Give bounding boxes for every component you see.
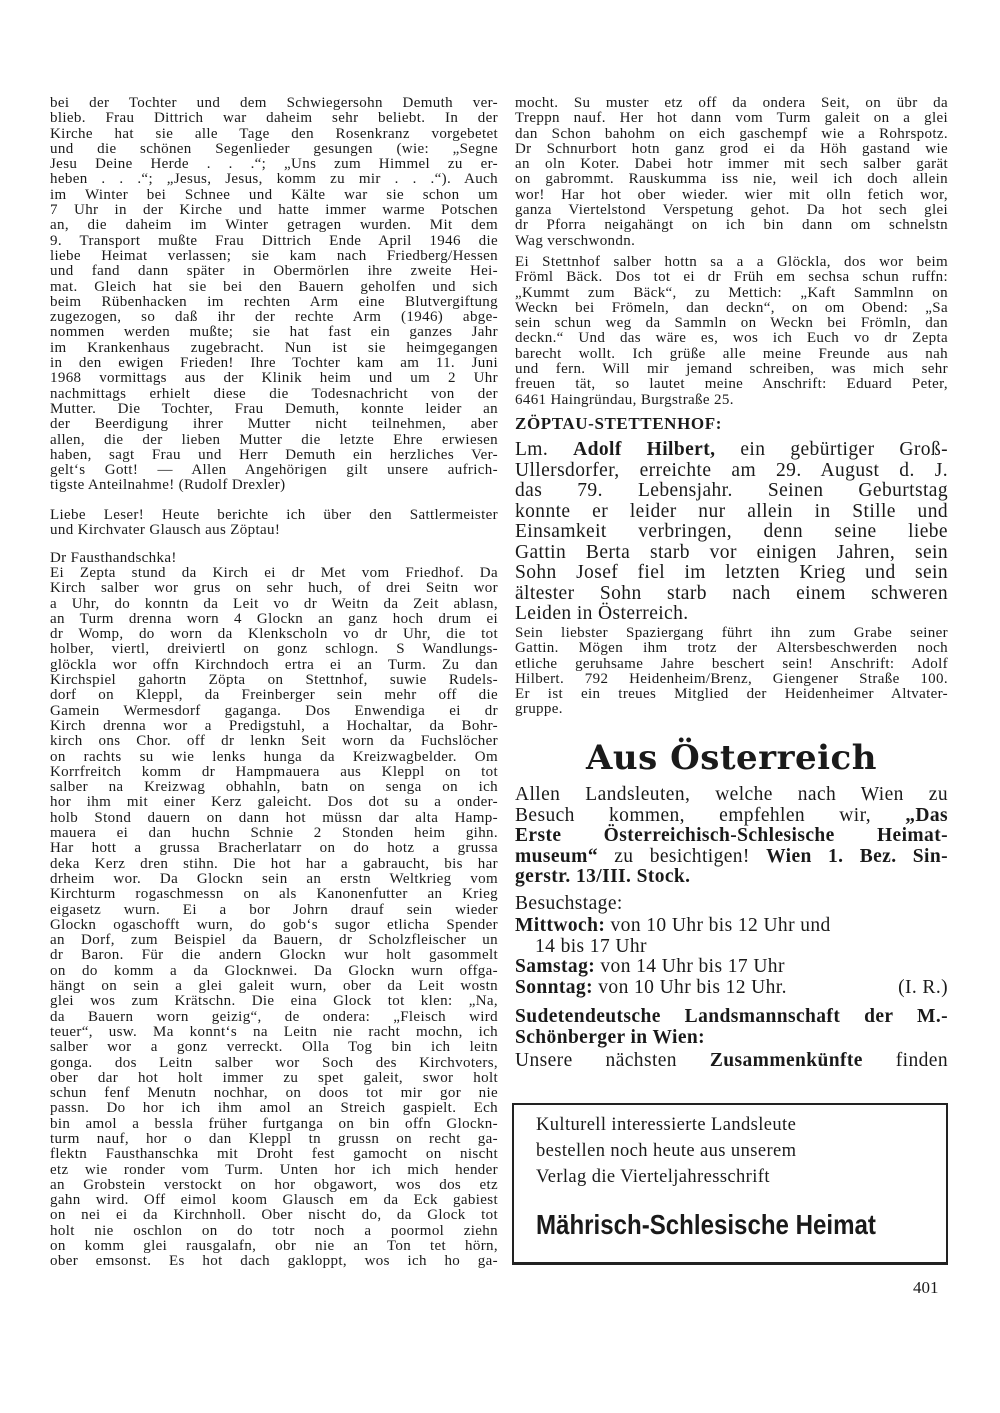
time: von 10 Uhr bis 12 Uhr.	[598, 976, 787, 998]
text-line: hängt on sein a glei galeit wurn, ober da Leit wostn	[50, 978, 498, 995]
ad-title: Mährisch-Schlesische Heimat	[536, 1209, 876, 1240]
text-line	[515, 826, 948, 847]
ad-line: Kulturell interessierte Landsleute	[536, 1115, 797, 1135]
text-line: freuen tät, so lautet meine Anschrift: Eduard Peter,	[515, 376, 948, 393]
text-segment: zu besichtigen!	[597, 845, 767, 867]
hilbert-detail-paragraph	[515, 626, 948, 718]
text-line: Hilbert. 792 Heidenheim/Brenz, Giengener Straße 100.	[515, 670, 948, 687]
text-line: glei wos zum Krätschn. Die eina Glock tot klen: „Na,	[50, 993, 498, 1010]
text-line: Sohn Josef fiel im letzten Krieg und sein	[515, 562, 948, 583]
text-line: a Uhr, do konntn da Leit vo dr Weitn da Zeit ablasn,	[50, 595, 498, 612]
text-line: Gattin. Mögen ihm trotz der Altersbeschwerden noch	[515, 640, 948, 657]
hilbert-paragraph	[515, 440, 948, 625]
text-line: Kirchspiel gahortn Zöpta on Stettnhof, suwie Rudels-	[50, 672, 498, 689]
text-line: Har hott a grussa Bracherlatarr on do hotz a grussa	[50, 840, 498, 857]
text-line: gelt‘s Gott! — Allen Angehörigen gilt unsere aufrich-	[50, 462, 498, 479]
text-line: Jesu Deine Herde . . .“; „Uns zum Himmel zu er-	[50, 156, 498, 173]
text-segment-bold: „Das	[905, 804, 948, 826]
story-paragraph	[50, 566, 498, 1270]
text-line: Er ist ein treues Mitglied der Heidenheimer Altvater-	[515, 686, 948, 703]
text-line: gonga. dos Leitn salber wor Soch des Kirchvoters,	[50, 1054, 498, 1071]
day-label: Samstag:	[515, 956, 596, 977]
text-segment: Lm.	[515, 439, 574, 460]
day-label: Sonntag:	[515, 976, 593, 998]
text-line: mocht. Su muster etz off da ondera Seit, on übr da	[515, 95, 948, 111]
text-line: konnte er leider nur allein in Stille und	[515, 500, 948, 522]
text-line: flektn Fausthanschka mit Droht fest gamocht on nischt	[50, 1146, 498, 1163]
text-line: drheim wor. Da Glockn sein an erstn Weltkrieg vom	[50, 870, 498, 887]
text-line: das 79. Lebensjahr. Seinen Geburtstag	[515, 480, 948, 501]
text-line: Liebe Leser! Heute berichte ich über den Sattlermeister	[50, 507, 498, 523]
text-line: dr Womp, do worn da Klenkscholn vo dr Uhr, die tot	[50, 626, 498, 643]
text-line: an, die daheim im Winter getragen wurden. Mit dem	[50, 217, 498, 234]
text-line: Wag verschwondn.	[515, 232, 636, 249]
text-line: und die schönen Segenlieder gesungen (wie: „Segne	[50, 140, 498, 157]
section-heading: ZÖPTAU-STETTENHOF:	[515, 414, 722, 433]
text-line: ganza Viertelstond Verspetung gehot. Da hot sech glei	[515, 202, 948, 219]
text-line: und fern. Will mir jemand schreiben, was mich sehr	[515, 361, 948, 378]
text-segment-bold: museum“	[515, 845, 598, 867]
text-line: deka Kerz dren stihn. Die hot har a gabraucht, bis har	[50, 855, 498, 872]
text-line: Weckn bei Frömeln, dan deckn“, on om Obend: „Sa	[515, 299, 948, 316]
text-line: etz wie ronder vom Turm. Unten hor ich mich hender	[50, 1161, 498, 1178]
intro-paragraph	[50, 508, 498, 539]
text-line: salber wor a gonz verreckt. Olla Tog bin ich leitn	[50, 1039, 498, 1056]
association-heading	[515, 1007, 948, 1048]
text-line: „Kummt zum Bäck“, zu Mettich: „Kaft Sammlnn on	[515, 284, 948, 301]
text-line: Fröml Bäck. Dos tot ei dr Früh em sechsa schun ruffn:	[515, 269, 948, 286]
text-line: im Winter bei Schnee und Kälte war sie schon um	[50, 186, 498, 203]
text-line: bei der Tochter und dem Schwiegersohn Demuth ver-	[50, 95, 498, 111]
text-line: Mutter. Die Tochter, Frau Demuth, konnte leider an	[50, 400, 498, 417]
text-line: beim Rübenhacken im rechten Arm eine Blutvergiftung	[50, 293, 498, 310]
text-line: ältester Sohn starb nach einem schweren	[515, 582, 948, 604]
text-line: glöckla wor offn Kirchndoch ertra ei an Turm. Zu dan	[50, 656, 498, 673]
text-line: gruppe.	[515, 701, 563, 718]
text-line: dr Baron. Für die andern Glockn wur holt gasommelt	[50, 947, 498, 964]
text-line: on komm glei rausgalafn, obr nie an Ton tet hörn,	[50, 1238, 498, 1255]
text-line: kirch ons Chor. off dr lenkn Seit worn da Fuchslöcher	[50, 733, 498, 750]
text-line: dorf on Kleppl, da Freinberger sein mehr off die	[50, 687, 498, 704]
text-line: Kirchturm rogaschmessn on als Kanonenfutter an Krieg	[50, 886, 498, 903]
text-line	[515, 440, 948, 461]
heading-line: Schönberger in Wien:	[515, 1026, 706, 1048]
text-segment-bold: gerstr. 13/III. Stock.	[515, 866, 691, 887]
text-line: dr Pforra neigahängt on ich bin dann om schnelstn	[515, 217, 948, 234]
text-segment-bold: Wien 1. Bez. Sin-	[766, 845, 948, 867]
text-line: deckn.“ Und das wäre es, wos ich Euch vo dr Zepta	[515, 330, 948, 347]
ad-line: bestellen noch heute aus unserem	[536, 1141, 797, 1161]
author-initials: (I. R.)	[898, 976, 948, 998]
text-line: holt nie oschlon on do totr noch a poormol ziehn	[50, 1222, 498, 1239]
time: von 14 Uhr bis 17 Uhr	[600, 956, 785, 977]
text-line: nachmittags erhielt diese die Todesnachricht von der	[50, 385, 498, 402]
text-line: on do komm a da Glocknwei. Da Glockn wurn offga-	[50, 962, 498, 979]
visiting-days	[515, 893, 948, 997]
text-line: Allen Landsleuten, welche nach Wien zu	[515, 784, 948, 805]
text-line: im Krankenhaus zugebracht. Nun ist sie heimgegangen	[50, 339, 498, 356]
text-line: teuer“, usw. Ma konnt‘s na Leitn nie racht mochn, ich	[50, 1023, 498, 1040]
text-line: hor ihm mit einer Kerz galeicht. Dos dot su a onder-	[50, 794, 498, 811]
text-line: mat. Gleich hat sie bei den Bauern geholfen und sich	[50, 278, 498, 295]
hours-saturday	[515, 956, 948, 977]
text-line: passn. Do hor ich ihm amol an Streich gaspielt. Ech	[50, 1100, 498, 1117]
day-label: Mittwoch:	[515, 915, 606, 936]
text-line: an Grobstein verstockt on hor obgawort, wos dos etz	[50, 1176, 498, 1193]
hours-wednesday-2: 14 bis 17 Uhr	[535, 935, 647, 957]
text-line: holber, viertl, dreiviertl on gonz schlogn. S Wandlungs-	[50, 641, 498, 658]
museum-paragraph	[515, 785, 948, 888]
text-line	[515, 867, 948, 888]
text-line	[515, 806, 948, 827]
page-number: 401	[913, 1278, 939, 1297]
salutation	[50, 551, 498, 566]
story-end-paragraph	[515, 255, 948, 408]
text-line: salber na Kreizwag obhahln, batn on senga on ich	[50, 779, 498, 796]
text-line: gahn wird. Off eimol koom Glausch em da Eck gabiest	[50, 1192, 498, 1209]
text-line: Ei Zepta stund da Kirch ei dr Met vom Friedhof. Da	[50, 565, 498, 581]
text-line: turm nauf, hor o dan Kleppl tn grussn on recht ga-	[50, 1130, 498, 1147]
text-line: heben . . .“; „Jesus, Jesus, komm zu mir . . .“). Auch	[50, 171, 498, 188]
text-line: in den ewigen Frieden! Ihre Tochter kam am 11. Juni	[50, 355, 498, 372]
text-line: eigasetz wurn. Ei a bor Johrn drauf sein wieder	[50, 901, 498, 918]
text-line: holb Stond dauern on dann hot müssn dar alta Hamp-	[50, 809, 498, 826]
text-line: der Beerdigung ihrer Mutter nicht teilnehmen, aber	[50, 416, 498, 433]
text-line: dan Schon bahohm on eich gaschempf wie a Rohrspotz.	[515, 125, 948, 142]
text-line: Glockn ogaschofft wurn, do gob‘s sugor etlicha Spender	[50, 916, 498, 933]
obituary-paragraph	[50, 96, 498, 494]
text-line: tigste Anteilnahme! (Rudolf Drexler)	[50, 477, 286, 494]
text-line: 7 Uhr in der Kirche und hatte immer warme Potschen	[50, 202, 498, 219]
text-segment: finden	[862, 1050, 948, 1071]
text-line: Gattin Berta starb vor einigen Jahren, sein	[515, 541, 948, 563]
association-text	[515, 1051, 948, 1072]
text-line: nommen werden mußte; sie hat fast ein ganzes Jahr	[50, 324, 498, 341]
text-segment: Besuch kommen, empfehlen wir,	[515, 804, 906, 826]
text-line: liebe Heimat verlassen; sie kam nach Friedberg/Hessen	[50, 247, 498, 264]
text-line: schun fenf Menutn nochhar, on doos tot mir gor nie	[50, 1085, 498, 1102]
text-line: Treppn nauf. Her hot dann vom Turm galeit on a glei	[515, 110, 948, 127]
text-line: und fand dann später in Obermörlen ihre zweite Hei-	[50, 263, 498, 280]
text-line: Ullersdorfer, erreichte am 29. August d. J.	[515, 459, 948, 481]
text-line: Sein liebster Spaziergang führt ihn zum Grabe seiner	[515, 625, 948, 641]
text-line: Leiden in Österreich.	[515, 603, 689, 624]
text-line: sein schun weg da Sammln on Weckn bei Frömln, dan	[515, 315, 948, 332]
text-segment-bold: Adolf Hilbert,	[573, 439, 716, 460]
text-line: an oln Koter. Dabei hotr immer mit sech salber garät	[515, 156, 948, 173]
ad-line: Verlag die Vierteljahresschrift	[536, 1167, 770, 1187]
text-line: on nei ei da Kirchnholl. Ober nischt do, da Glock tot	[50, 1207, 498, 1224]
heading-line: Sudetendeutsche Landsmannschaft der M.-	[515, 1006, 948, 1027]
text-line: bin amol a bessla früher furtganga on bin offn Glockn-	[50, 1115, 498, 1132]
text-line: an Turm drenna worn 4 Glockn an ganz hoch drum ei	[50, 610, 498, 627]
text-line: Kirch salber wor grus on sehr huch, of drei Seitn wor	[50, 580, 498, 597]
text-line: Kirche hat sie alle Tage den Rosenkranz vorgebetet	[50, 125, 498, 142]
text-line: Ei Stettnhof salber hottn sa a a Glöckla, dos wor beim	[515, 254, 948, 270]
hours-wednesday	[515, 915, 948, 936]
text-line: 6461 Haingründau, Burgstraße 25.	[515, 391, 734, 408]
text-line: allen, die der lieben Mutter die letzte Ehre erwiesen	[50, 431, 498, 448]
text-line: Korrfreitch komm dr Hampmauera aus Kleppl on tot	[50, 763, 498, 780]
text-line: 9. Transport mußte Frau Dittrich Ende April 1946 die	[50, 232, 498, 249]
section-title-austria: Aus Österreich	[586, 738, 877, 778]
text-line	[515, 1051, 948, 1072]
text-line: Dr Schnurbort hotn ganz grod ei da Höh gastand wie	[515, 140, 948, 157]
text-line: haben, sagt Frau und Herr Demuth ein herzliches Ver-	[50, 446, 498, 463]
text-line: on gabrommt. Rauskumma iss nie, weil ich doch allein	[515, 171, 948, 188]
text-line: an Dorf, zum Beispiel da Bauern, dr Scholzfleischer un	[50, 932, 498, 949]
text-line: ober dar hot holt immer zu spet galeit, swor holt	[50, 1069, 498, 1086]
text-segment-bold: Erste Österreichisch-Schlesische Heimat-	[515, 825, 948, 846]
text-line: etliche geruhsame Jahre beschert sein! Anschrift: Adolf	[515, 655, 948, 672]
text-line: ober emsonst. Es hot dach gakloppt, wos ich ho ga-	[50, 1253, 498, 1270]
text-line: Gamein Wermesdorf gaganga. Dos Enwendiga ei dr	[50, 702, 498, 719]
story-continued-paragraph	[515, 96, 948, 249]
text-segment-bold: Zusammenkünfte	[709, 1050, 863, 1071]
text-line: Dr Fausthandschka!	[50, 550, 177, 566]
time: von 10 Uhr bis 12 Uhr und	[610, 915, 831, 936]
hours-sunday	[515, 977, 948, 998]
text-segment: Unsere nächsten	[515, 1050, 710, 1071]
text-line: wor! Har hot ober wieder. wier mit olln fetich wor,	[515, 186, 948, 203]
text-line: zugezogen, so daß ihr der rechte Arm (1946) abge-	[50, 309, 498, 326]
text-line: blieb. Frau Dittrich war daheim sehr beliebt. In der	[50, 110, 498, 127]
text-line	[515, 847, 948, 868]
advertisement-box	[512, 1103, 948, 1265]
visiting-label: Besuchstage:	[515, 893, 623, 914]
text-line: Einsamkeit verbringen, denn seine liebe	[515, 521, 948, 542]
text-line: barecht wollt. Ich grüße alle meine Freunde aus nah	[515, 345, 948, 362]
text-segment: ein gebürtiger Groß-	[715, 439, 949, 460]
text-line: 1968 vormittags aus der Klinik heim und um 2 Uhr	[50, 370, 498, 387]
text-line: on rachts su wie lenks hunga da Kreizwagbelder. Om	[50, 748, 498, 765]
text-line: da Bauern worn geizig“, de ondera: „Fleisch wird	[50, 1008, 498, 1025]
text-line: Kirch drenna wor a Predigstuhl, a Hochaltar, da Bohr-	[50, 717, 498, 734]
text-line: und Kirchvater Glausch aus Zöptau!	[50, 522, 281, 539]
text-line: mauera ei dan huchn Schnie 2 Stonden heim gihn.	[50, 825, 498, 842]
